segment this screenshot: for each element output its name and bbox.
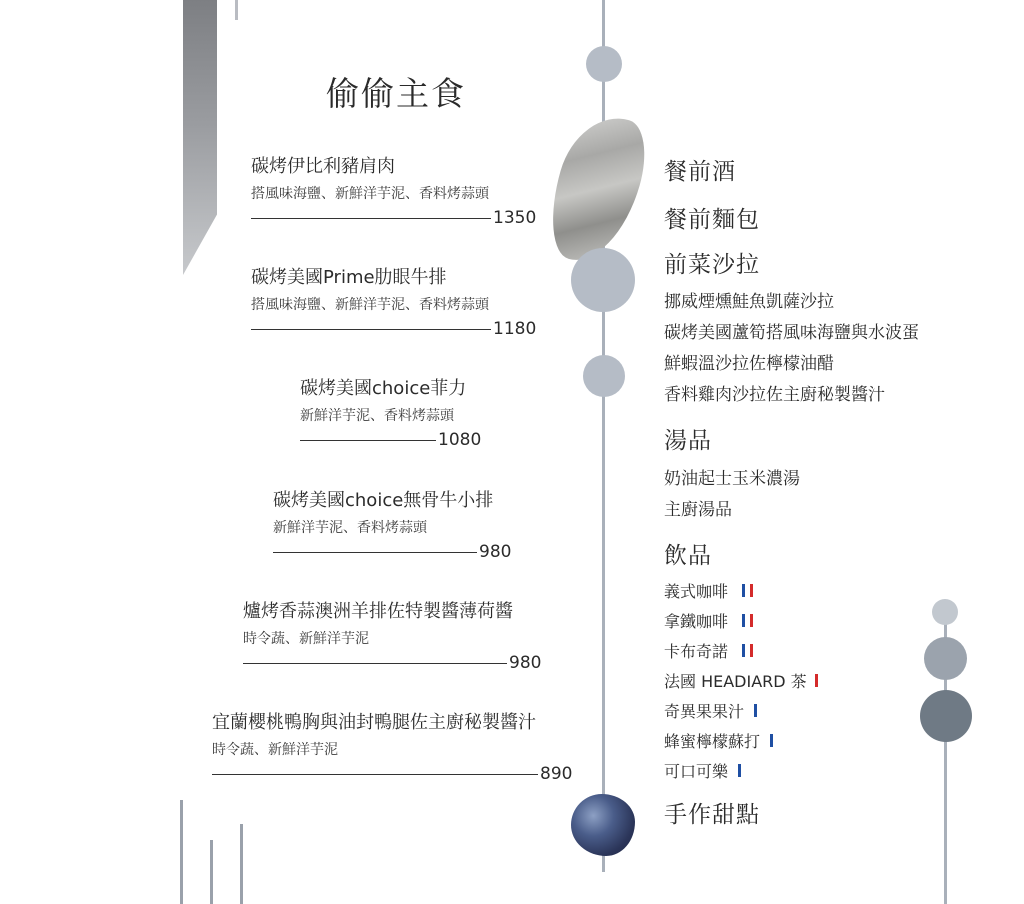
decorative-bead-large: [571, 248, 635, 312]
soup-item: 主廚湯品: [664, 500, 732, 520]
decorative-bottom-line-3: [240, 824, 243, 904]
salad-item: 碳烤美國蘆筍搭風味海鹽與水波蛋: [664, 323, 919, 343]
course-dessert: 手作甜點: [664, 802, 760, 828]
course-salad-title: 前菜沙拉: [664, 252, 760, 278]
price-leader-line: [273, 552, 477, 553]
dish-description: 搭風味海鹽、新鮮洋芋泥、香料烤蒜頭: [251, 297, 489, 313]
drink-label: 卡布奇諾: [664, 642, 729, 661]
dish-name: 碳烤美國Prime肋眼牛排: [251, 267, 447, 288]
price-leader-line: [251, 218, 491, 219]
decorative-bottom-line-2: [210, 840, 213, 904]
grey-stone-decoration: [538, 106, 656, 272]
dish-price: 890: [540, 764, 573, 784]
blue-flag-icon: [754, 704, 757, 717]
drink-label: 可口可樂: [664, 762, 729, 781]
blue-stone-decoration: [571, 794, 635, 856]
course-aperitif: 餐前酒: [664, 159, 736, 185]
dish-price: 1080: [438, 430, 482, 450]
dish-price: 980: [509, 653, 542, 673]
drink-label: 法國 HEADIARD 茶: [664, 672, 807, 691]
page-title: 偷偷主食: [326, 74, 466, 113]
price-leader-line: [212, 774, 538, 775]
course-bread: 餐前麵包: [664, 207, 760, 233]
drink-label: 奇異果果汁: [664, 702, 745, 721]
dish-name: 碳烤伊比利豬肩肉: [251, 156, 395, 177]
dish-description: 時令蔬、新鮮洋芋泥: [212, 742, 338, 758]
soup-item: 奶油起士玉米濃湯: [664, 469, 800, 489]
blue-red-flag-icon: [742, 644, 753, 657]
dish-description: 搭風味海鹽、新鮮洋芋泥、香料烤蒜頭: [251, 186, 489, 202]
right-bead-small: [932, 599, 958, 625]
drink-item: [664, 759, 818, 782]
decorative-top-line: [235, 0, 238, 20]
price-row: [243, 653, 541, 673]
salad-item: 香料雞肉沙拉佐主廚秘製醬汁: [664, 385, 885, 405]
main-dish-6: [212, 708, 572, 784]
main-dish-3: [300, 374, 481, 450]
price-row: [212, 764, 572, 784]
course-soup-title: 湯品: [664, 428, 712, 454]
right-bead-mid: [924, 637, 967, 680]
salad-item: 挪威煙燻鮭魚凱薩沙拉: [664, 292, 834, 312]
price-row: [251, 319, 536, 339]
price-leader-line: [251, 329, 491, 330]
course-salad: [664, 246, 919, 405]
price-row: [273, 542, 511, 562]
course-soup: [664, 422, 800, 520]
drink-item: [664, 669, 818, 692]
decorative-bottom-line-1: [180, 800, 183, 904]
dish-description: 新鮮洋芋泥、香料烤蒜頭: [273, 520, 427, 536]
dish-description: 時令蔬、新鮮洋芋泥: [243, 631, 369, 647]
drink-item: [664, 699, 818, 722]
main-dish-1: [251, 152, 536, 228]
decorative-left-band: [183, 0, 217, 275]
dish-name: 爐烤香蒜澳洲羊排佐特製醬薄荷醬: [243, 601, 513, 622]
price-leader-line: [243, 663, 507, 664]
dish-price: 980: [479, 542, 512, 562]
decorative-bead-top: [586, 46, 622, 82]
drink-item: [664, 639, 818, 662]
main-dish-5: [243, 597, 541, 673]
drink-item: [664, 729, 818, 752]
price-leader-line: [300, 440, 436, 441]
dish-name: 碳烤美國choice菲力: [300, 378, 467, 399]
main-dish-2: [251, 263, 536, 339]
price-row: [300, 430, 481, 450]
course-drinks-title: 飲品: [664, 543, 712, 569]
course-drinks: [664, 537, 818, 782]
drink-item: [664, 609, 818, 632]
blue-flag-icon: [770, 734, 773, 747]
red-flag-icon: [815, 674, 818, 687]
drink-label: 拿鐵咖啡: [664, 612, 729, 631]
blue-red-flag-icon: [742, 584, 753, 597]
drink-label: 義式咖啡: [664, 582, 729, 601]
decorative-bead-mid: [583, 355, 625, 397]
dish-name: 碳烤美國choice無骨牛小排: [273, 490, 494, 511]
dish-name: 宜蘭櫻桃鴨胸與油封鴨腿佐主廚秘製醬汁: [212, 712, 536, 733]
blue-red-flag-icon: [742, 614, 753, 627]
dish-price: 1350: [493, 208, 537, 228]
dish-description: 新鮮洋芋泥、香料烤蒜頭: [300, 408, 454, 424]
main-dish-4: [273, 486, 511, 562]
drink-label: 蜂蜜檸檬蘇打: [664, 732, 761, 751]
right-bead-large: [920, 690, 972, 742]
price-row: [251, 208, 536, 228]
drink-item: [664, 579, 818, 602]
salad-item: 鮮蝦溫沙拉佐檸檬油醋: [664, 354, 834, 374]
blue-flag-icon: [738, 764, 741, 777]
dish-price: 1180: [493, 319, 537, 339]
